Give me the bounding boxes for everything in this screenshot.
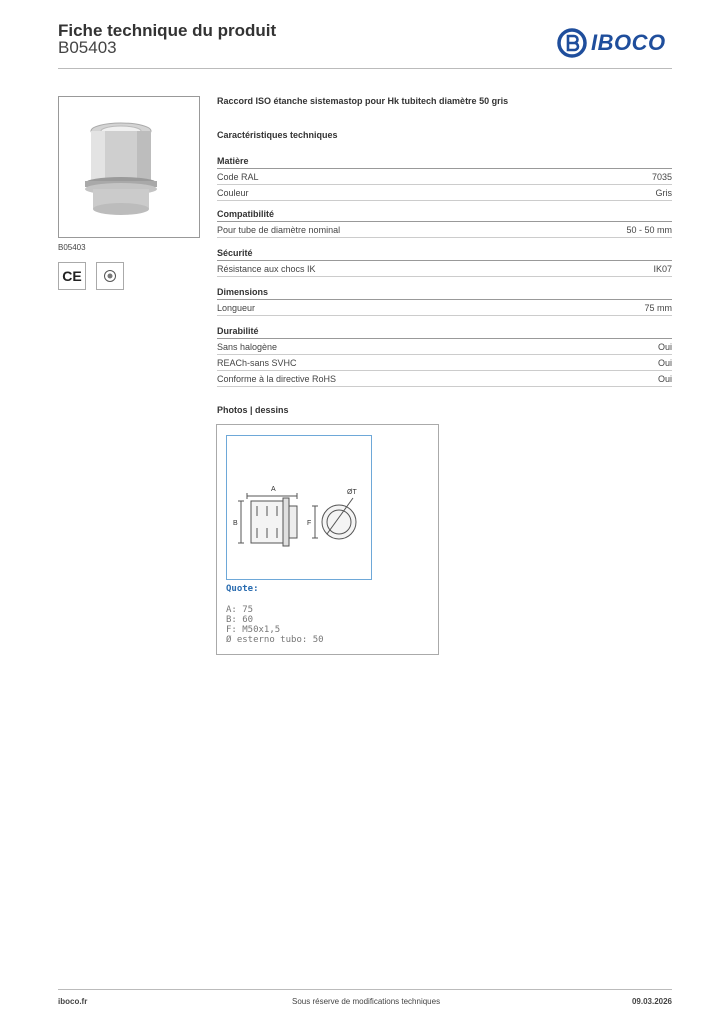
- spec-value: 75 mm: [644, 302, 672, 313]
- spec-label: REACh-sans SVHC: [217, 357, 297, 368]
- spec-label: Couleur: [217, 187, 249, 198]
- footer-divider: [58, 989, 672, 990]
- spec-row: [217, 169, 672, 185]
- product-code-label: B05403: [58, 243, 86, 252]
- spec-label: Pour tube de diamètre nominal: [217, 224, 341, 235]
- technical-drawing: [216, 424, 439, 655]
- section-durabilite: [217, 326, 672, 387]
- section-securite: [217, 248, 672, 277]
- dim-label-b: B: [233, 520, 238, 527]
- quote-line: Ø esterno tubo: 50: [226, 635, 324, 645]
- dimension-drawing-icon: [227, 436, 371, 579]
- spec-label: Longueur: [217, 302, 256, 313]
- spec-value: Gris: [655, 187, 672, 198]
- spec-value: 50 - 50 mm: [626, 224, 672, 235]
- spec-row: [217, 261, 672, 277]
- section-title: Sécurité: [217, 248, 672, 261]
- dim-label-a: A: [271, 486, 276, 493]
- spec-value: 7035: [651, 171, 672, 182]
- product-image: [58, 96, 200, 238]
- page-title: Fiche technique du produit: [58, 21, 277, 40]
- section-title: Dimensions: [217, 287, 672, 300]
- spec-value: Oui: [657, 341, 672, 352]
- logo-wordmark: IBOCO: [591, 30, 666, 55]
- product-code-header: B05403: [58, 38, 117, 57]
- spec-label: Code RAL: [217, 171, 259, 182]
- spec-value: Oui: [657, 373, 672, 384]
- dim-label-f: F: [307, 520, 312, 527]
- spec-label: Résistance aux chocs IK: [217, 263, 316, 274]
- spec-value: IK07: [653, 263, 672, 274]
- spec-row: [217, 339, 672, 355]
- header-divider: [58, 68, 672, 69]
- section-title: Matière: [217, 156, 672, 169]
- section-dimensions: [217, 287, 672, 316]
- certification-icon: [103, 269, 117, 283]
- spec-row: [217, 185, 672, 201]
- spec-row: [217, 222, 672, 238]
- dim-label-diameter: ØT: [347, 489, 357, 496]
- spec-label: Sans halogène: [217, 341, 278, 352]
- spec-label: Conforme à la directive RoHS: [217, 373, 337, 384]
- spec-row: [217, 355, 672, 371]
- ce-mark: CE: [58, 262, 86, 290]
- certification-badge: [96, 262, 124, 290]
- spec-value: Oui: [657, 357, 672, 368]
- brand-logo: [557, 28, 666, 58]
- product-photo-icon: [59, 97, 199, 237]
- spec-row: [217, 371, 672, 387]
- footer-notice: Sous réserve de modifications techniques: [292, 997, 441, 1006]
- quote-label: Quote:: [226, 584, 259, 594]
- section-compatibilite: [217, 209, 672, 238]
- section-title: Durabilité: [217, 326, 672, 339]
- product-title: Raccord ISO étanche sistemastop pour Hk tubitech diamètre 50 gris: [217, 96, 509, 106]
- drawing-frame: [226, 435, 372, 580]
- quote-values: [226, 605, 324, 645]
- footer-site-link[interactable]: iboco.fr: [58, 997, 88, 1006]
- iboco-logo-icon: [557, 28, 587, 58]
- section-matiere: [217, 156, 672, 201]
- section-title: Compatibilité: [217, 209, 672, 222]
- quote-line: F: M50x1,5: [226, 625, 281, 635]
- footer-date: 09.03.2026: [631, 997, 672, 1006]
- photos-heading: Photos | dessins: [217, 405, 289, 415]
- specs-heading: Caractéristiques techniques: [217, 130, 338, 140]
- quote-line: B: 60: [226, 615, 254, 625]
- quote-line: A: 75: [226, 605, 254, 615]
- spec-row: [217, 300, 672, 316]
